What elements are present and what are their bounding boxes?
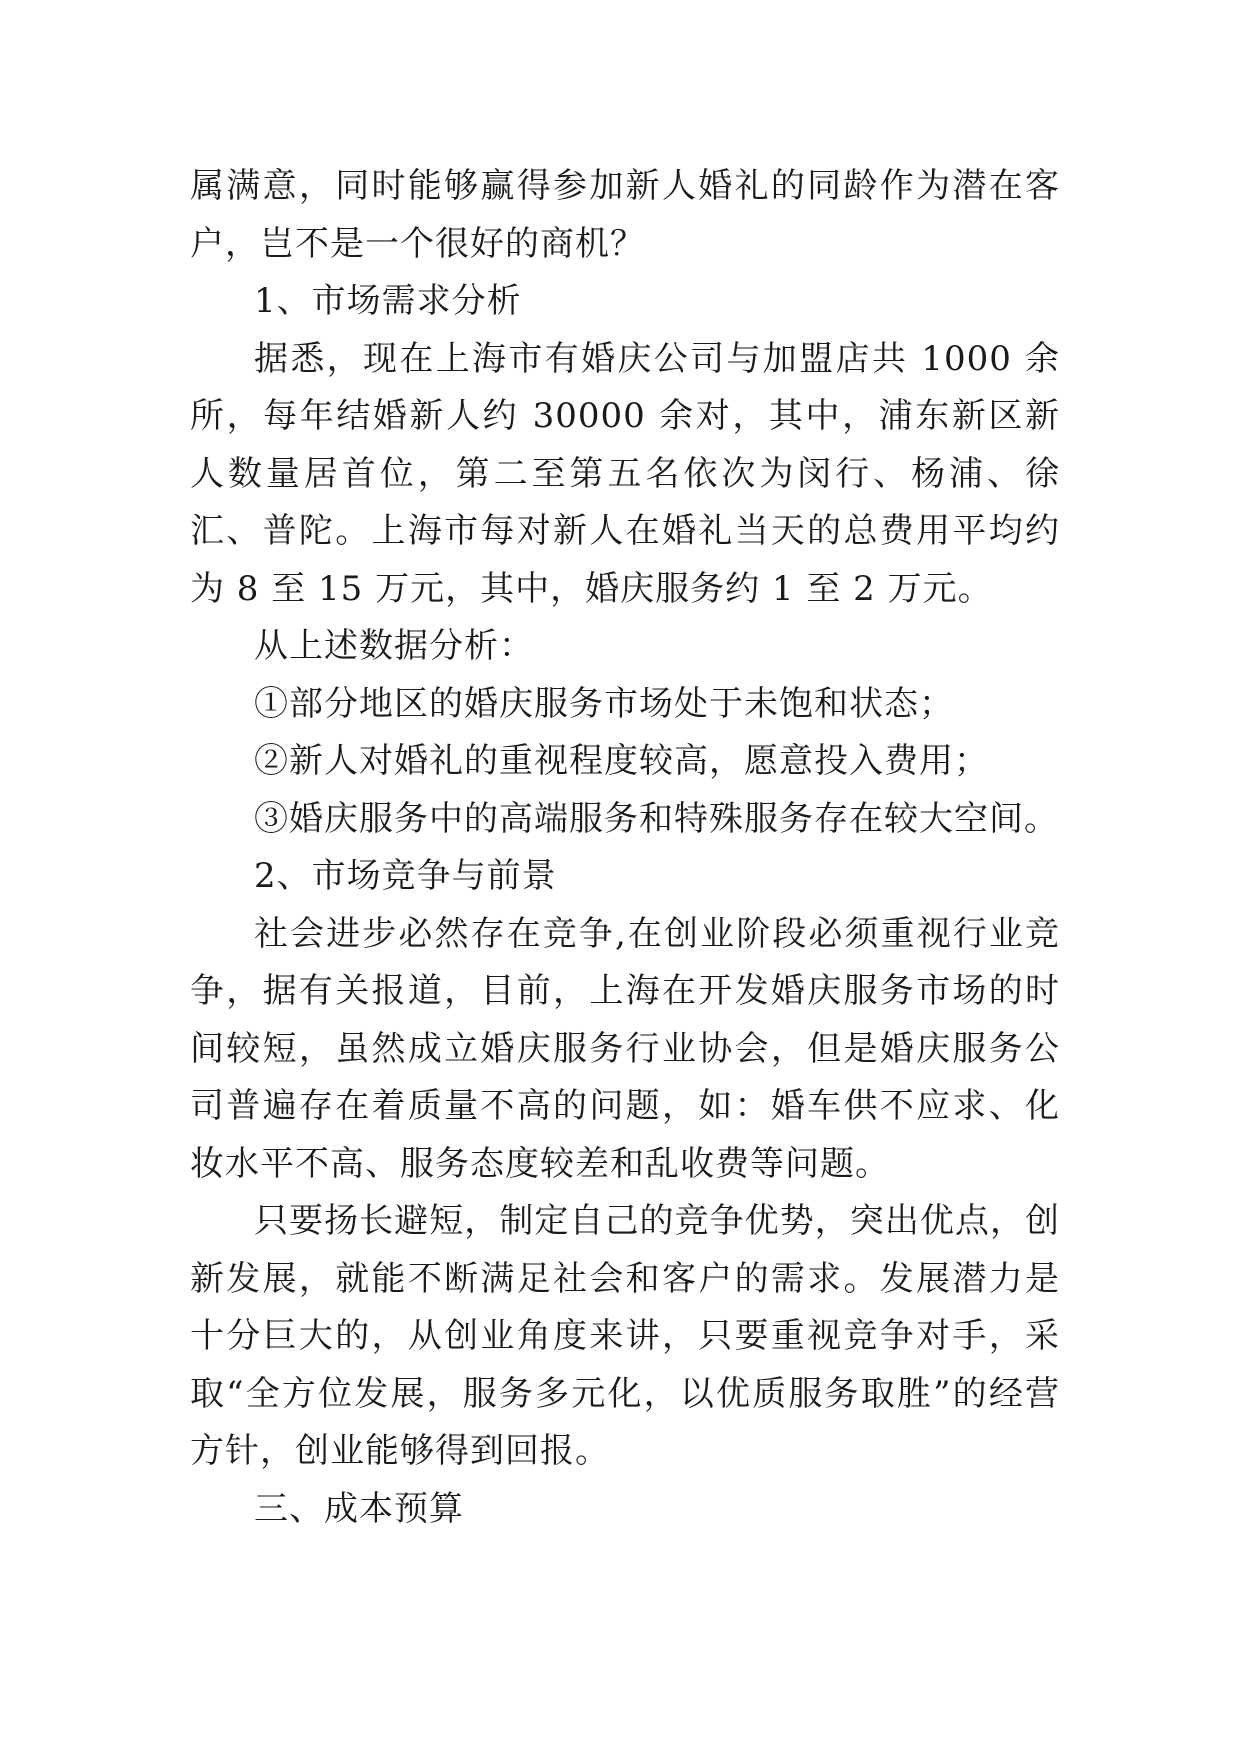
list-item: ①部分地区的婚庆服务市场处于未饱和状态；: [254, 683, 954, 724]
list-item: ②新人对婚礼的重视程度较高，愿意投入费用；: [254, 741, 989, 781]
section-heading-market-demand: 1、市场需求分析: [254, 281, 522, 321]
paragraph-market-data: 据悉，现在上海市有婚庆公司与加盟店共 1000 余所，每年结婚新人约 30000 余对，其中，浦东新区新人数量居首位，第二至第五名依次为闵行、杨浦、徐汇、普陀。上海市每对新人在婚礼当天的总费用平均约为 8 至 15 万元，其中，婚庆服务约 1 至 2 万元。: [190, 338, 1060, 609]
paragraph-competition: 社会进步必然存在竞争,在创业阶段必须重视行业竞争，据有关报道，目前，上海在开发婚庆服务市场的时间较短，虽然成立婚庆服务行业协会，但是婚庆服务公司普遍存在着质量不高的问题，如：婚车供不应求、化妆水平不高、服务态度较差和乱收费等问题。: [190, 913, 1060, 1184]
paragraph-prospects: 只要扬长避短，制定自己的竞争优势，突出优点，创新发展，就能不断满足社会和客户的需求。发展潜力是十分巨大的，从创业角度来讲，只要重视竞争对手，采取“全方位发展，服务多元化，以优质服务取胜”的经营方针，创业能够得到回报。: [190, 1201, 1060, 1471]
document-body: [190, 158, 1060, 1538]
section-heading-competition: 2、市场竞争与前景: [254, 856, 557, 896]
paragraph-analysis-intro: 从上述数据分析：: [254, 626, 534, 666]
section-heading-cost-budget: 三、成本预算: [254, 1488, 464, 1529]
list-item: ③婚庆服务中的高端服务和特殊服务存在较大空间。: [254, 798, 1059, 839]
paragraph-continuation: 属满意，同时能够赢得参加新人婚礼的同龄作为潜在客户，岂不是一个很好的商机？: [190, 166, 1060, 264]
